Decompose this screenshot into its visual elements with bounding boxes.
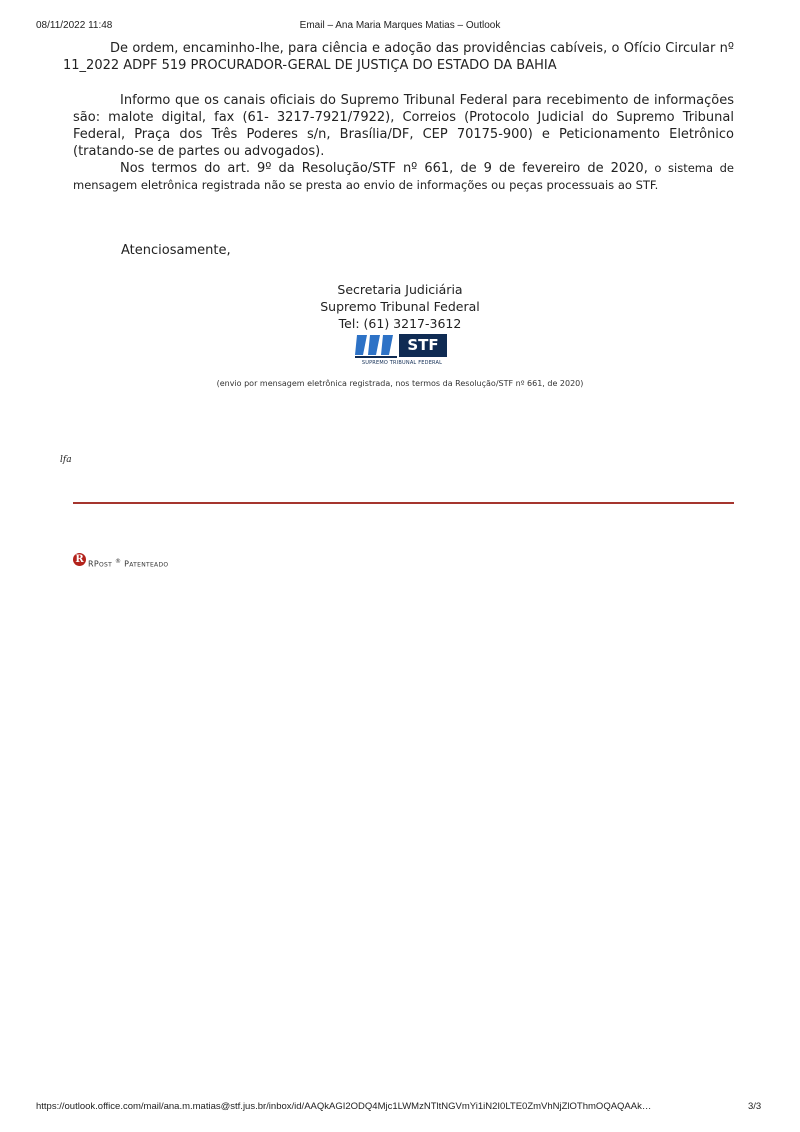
print-title: Email – Ana Maria Marques Matias – Outlook — [299, 20, 501, 31]
signature-block — [0, 281, 800, 332]
rpost-registered-mark: ® — [114, 558, 122, 565]
stf-logo-text: STF — [399, 334, 447, 357]
print-datetime: 08/11/2022 11:48 — [36, 20, 113, 31]
stf-logo-subtext: SUPREMO TRIBUNAL FEDERAL — [361, 360, 443, 366]
resolution-small: o sistema de mensagem eletrônica registrada não se presta ao envio de informações ou peças processuais ao STF. — [73, 161, 735, 192]
stf-columns-icon — [355, 333, 397, 359]
spacer — [73, 74, 734, 92]
author-initials: lfa — [60, 455, 72, 465]
signature-court: Supremo Tribunal Federal — [320, 299, 480, 314]
rpost-text — [88, 558, 168, 569]
rpost-patent-label: Patenteado — [124, 559, 169, 569]
registered-message-note: (envio por mensagem eletrônica registrada, nos termos da Resolução/STF nº 661, de 2020) — [216, 379, 584, 388]
page-number: 3/3 — [748, 1101, 762, 1112]
email-body — [63, 40, 735, 194]
page-url: https://outlook.office.com/mail/ana.m.matias@stf.jus.br/inbox/id/AAQkAGI2ODQ4Mjc1LWMzNTltNGVmYi1iN2I0LTE0ZmVhNjZlOThmOQAQAAk… — [36, 1101, 652, 1112]
paragraph-forwarding: De ordem, encaminho-lhe, para ciência e adoção das providências cabíveis, o Ofício Circular nº 11_2022 ADPF 519 PROCURADOR-GERAL DE JUSTIÇA DO ESTADO DA BAHIA — [63, 41, 734, 73]
rpost-brand: RPost — [88, 559, 113, 569]
stf-logo — [355, 333, 449, 369]
print-header — [0, 20, 800, 34]
signature-phone: Tel: (61) 3217-3612 — [338, 316, 462, 331]
divider — [73, 502, 734, 504]
print-footer — [0, 1101, 800, 1115]
paragraph-official-channels: Informo que os canais oficiais do Supremo Tribunal Federal para recebimento de informações são: malote digital, fax (61- 3217-7921/7922), Correios (Protocolo Judicial do Supremo Tribunal Federal, Praça dos Três Poderes s/n, Brasília/DF, CEP 70175-900) e Peticionamento Eletrônico (tratando-se de partes ou advogados). — [73, 93, 734, 159]
signature-department: Secretaria Judiciária — [337, 282, 463, 297]
paragraph-resolution — [73, 160, 734, 194]
rpost-r-icon: R — [73, 553, 86, 566]
resolution-main: Nos termos do art. 9º da Resolução/STF nº 661, de 9 de fevereiro de 2020, — [120, 161, 648, 176]
greeting: Atenciosamente, — [121, 243, 231, 258]
